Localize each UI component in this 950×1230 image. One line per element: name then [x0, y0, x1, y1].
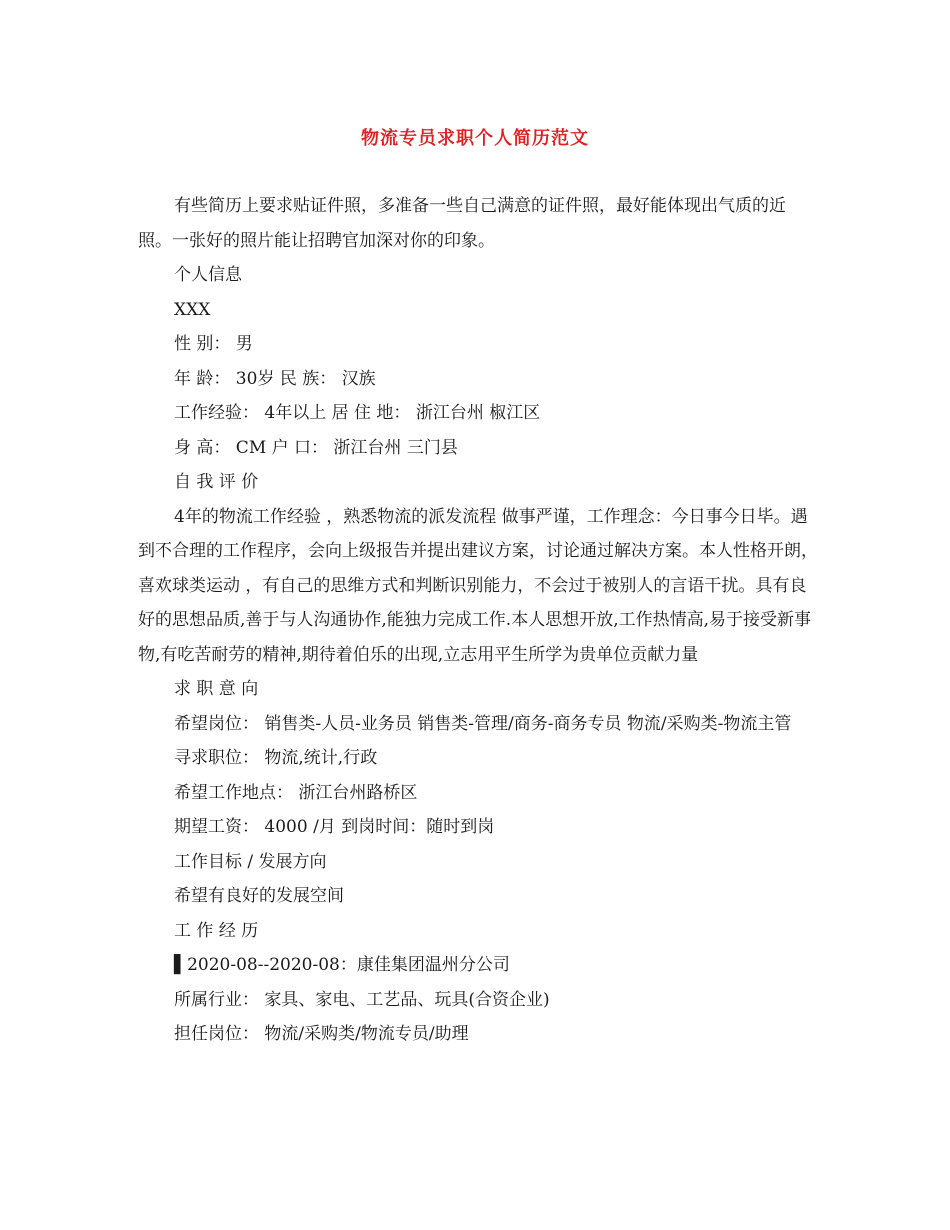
goal-line: 希望有良好的发展空间 — [174, 886, 344, 906]
age-line: 年 龄： 30岁 民 族： 汉族 — [174, 368, 376, 389]
section-heading-work-history: 工 作 经 历 — [174, 920, 259, 941]
document-title: 物流专员求职个人简历范文 — [361, 128, 589, 149]
goal-label-line: 工作目标 / 发展方向 — [174, 851, 327, 872]
salary-line: 期望工资： 4000 /月 到岗时间：随时到岗 — [174, 817, 495, 837]
name-line: XXX — [174, 299, 211, 320]
document-body — [138, 189, 818, 1052]
height-line: 身 高： CM 户 口： 浙江台州 三门县 — [174, 437, 458, 458]
intro-paragraph: 有些简历上要求贴证件照，多准备一些自己满意的证件照，最好能体现出气质的近照。一张好的照片能让招聘官加深对你的印象。 — [138, 196, 786, 251]
gender-line: 性 别： 男 — [174, 334, 253, 354]
desired-post-line: 希望岗位： 销售类-人员-业务员 销售类-管理/商务-商务专员 物流/采购类-物流主管 — [174, 713, 792, 734]
job-industry-line: 所属行业： 家具、家电、工艺品、玩具(合资企业) — [174, 989, 550, 1010]
section-heading-self-evaluation: 自 我 评 价 — [174, 472, 259, 492]
self-evaluation-paragraph: 4年的物流工作经验 ，熟悉物流的派发流程 做事严谨，工作理念：今日事今日毕。遇到不合理的工作程序，会向上级报告并提出建议方案，讨论通过解决方案。本人性格开朗，喜欢球类运动 ，有自己的思维方式和判断识别能力，不会过于被别人的言语干扰。具有良好的思想品质,善于与人沟通协作,能独力完成工作.本人思想开放,工作热情高,易于接受新事物,有吃苦耐劳的精神,期待着伯乐的出现,立志用平生所学为贵单位贡献力量 — [138, 506, 818, 665]
job-post-line: 担任岗位： 物流/采购类/物流专员/助理 — [174, 1024, 469, 1044]
section-heading-job-intent: 求 职 意 向 — [174, 679, 259, 699]
job-period-line: ▌2020-08--2020-08：康佳集团温州分公司 — [174, 955, 510, 975]
section-heading-personal: 个人信息 — [174, 265, 242, 285]
work-location-line: 希望工作地点： 浙江台州路桥区 — [174, 782, 418, 803]
experience-line: 工作经验： 4年以上 居 住 地： 浙江台州 椒江区 — [174, 403, 541, 423]
seeking-position-line: 寻求职位： 物流,统计,行政 — [174, 748, 378, 768]
